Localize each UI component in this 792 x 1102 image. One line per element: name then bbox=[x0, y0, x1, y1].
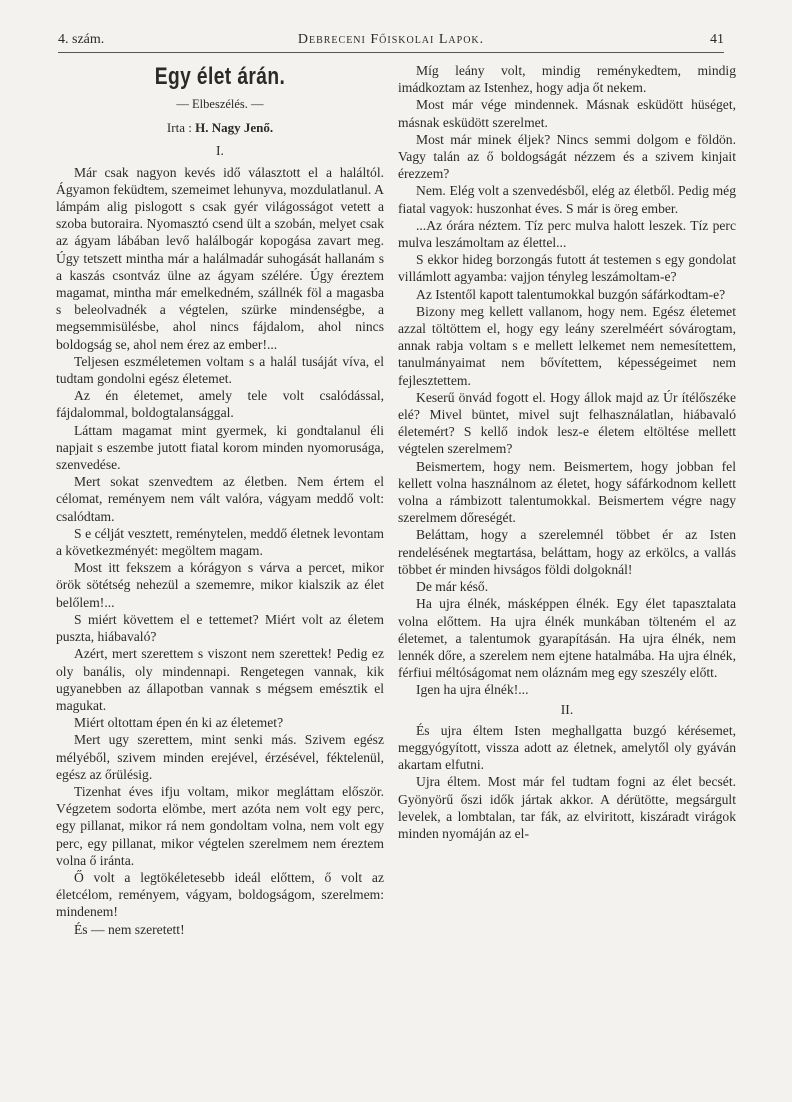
journal-title: Debreceni Főiskolai Lapok. bbox=[297, 32, 485, 47]
paragraph: Beláttam, hogy a szerelemnél többet ér az Isten rendelésének megtartása, beláttam, hogy az erkölcs, a vallás többet ér minden hivságos földi dolgoknál! bbox=[398, 527, 736, 577]
paragraph: Miért oltottam épen én ki az életemet? bbox=[74, 715, 284, 731]
page-number: 41 bbox=[710, 32, 724, 47]
right-column bbox=[398, 62, 736, 842]
paragraph: Az Istentől kapott talentumokkal buzgón sáfárkodtam-e? bbox=[416, 286, 726, 302]
story-author bbox=[56, 119, 384, 136]
paragraph: S miért követtem el e tettemet? Miért volt az életem puszta, hiábavaló? bbox=[56, 611, 384, 645]
paragraph: Láttam magamat mint gyermek, ki gondtalanul éli napjait s eszembe jutott fiatal korom minden nyomorusága, szenvedése. bbox=[56, 422, 384, 473]
paragraph: Beismertem, hogy nem. Beismertem, hogy jobban fel kellett volna használnom az életet, hogy sáfárkodnom kellett volna a rámbizott talentumokkal. Beismertem végre nagy szerelmem dőreségét. bbox=[398, 458, 736, 526]
paragraph: Ujra éltem. Most már fel tudtam fogni az élet becsét. Gyönyörű őszi idők jártak akkor. A dérütötte, megsárgult levelek, a lombtalan, tar fák, az elviritott, kiszáradt virágok minden nyomáján az el- bbox=[398, 774, 736, 841]
paragraph: S e célját vesztett, reménytelen, meddő életnek levontam a következményét: megöltem magam. bbox=[56, 525, 384, 559]
paragraph: Mert sokat szenvedtem az életben. Nem értem el célomat, reményem nem vált valóra, vágyam meddő volt: csalódtam. bbox=[56, 474, 384, 524]
paragraph: Nem. Elég volt a szenvedésből, elég az életből. Pedig még fiatal vagyok: huszonhat éves. S már is öreg ember. bbox=[398, 183, 736, 216]
issue-number: 4. szám. bbox=[58, 32, 105, 47]
paragraph: De már késő. bbox=[416, 579, 489, 595]
section-heading-2: II. bbox=[560, 701, 574, 717]
paragraph: Ő volt a legtökéletesebb ideál előttem, ő volt az életcélom, reményem, vágyam, boldogságom, szerelmem: mindenem! bbox=[56, 869, 384, 920]
author-name: H. Nagy Jenő. bbox=[195, 120, 274, 136]
paragraph: Bizony meg kellett vallanom, hogy nem. Egész életemet azzal töltöttem el, hogy egy leány szerelméért sóvárogtam, annak rabja voltam s e mellett lelkemet nem nemesítettem, tanulmányaimat nem bővítettem, képességeimet nem fejlesztettem. bbox=[398, 303, 736, 388]
paragraph: És ujra éltem Isten meghallgatta buzgó kérésemet, meggyógyított, vissza adott az életnek, amelytől oly gyáván akartam elfutni. bbox=[398, 722, 736, 773]
paragraph: És — nem szeretett! bbox=[74, 921, 185, 937]
story-title: Egy élet árán. bbox=[154, 63, 286, 90]
left-column bbox=[56, 62, 384, 938]
paragraph: Teljesen eszméletemen voltam s a halál tusáját víva, el tudtam gondolni egész életemet. bbox=[56, 353, 384, 387]
paragraph: Most már minek éljek? Nincs semmi dolgom e földön. Vagy talán az ő boldogságát nézzem és a szivem kinjait érezzem? bbox=[398, 131, 736, 182]
paragraph: Míg leány volt, mindig reménykedtem, mindig imádkoztam az Istenhez, hogy adja őt nekem. bbox=[398, 63, 736, 96]
paragraph: Mert ugy szerettem, mint senki más. Szivem egész mélyéből, szivem minden erejével, érzésével, féktelenül, egész az őrülésig. bbox=[56, 732, 384, 782]
paragraph: Tizenhat éves ifju voltam, mikor megláttam először. Végzetem sodorta elömbe, mert azóta nem volt egy perc, egy pillanat, mikor rá nem gondoltam volna, nem volt egy perc, egy pillanat, mikor végtelen szerelmem nem éreztem volna ő iránta. bbox=[56, 783, 384, 868]
paragraph: Igen ha ujra élnék!... bbox=[416, 682, 529, 698]
paragraph: S ekkor hideg borzongás futott át testemen s egy gondolat villámlott agyamba: vajjon tényleg leszámoltam-e? bbox=[398, 252, 736, 285]
paragraph: Azért, mert szerettem s viszont nem szerettek! Pedig ez oly banális, oly mindennapi. Rengetegen vannak, kik ugyanebben az állapotban vannak s mégsem emésztik el magukat. bbox=[56, 646, 384, 713]
paragraph: Most itt fekszem a kórágyon s várva a percet, mikor örök sötétség nehezül a szememre, mikor kialszik az élet belőlem!... bbox=[56, 560, 384, 610]
paragraph: Most már vége mindennek. Másnak esküdött hüséget, másnak esküdött szerelmet. bbox=[398, 97, 736, 130]
section-heading-1: I. bbox=[216, 143, 224, 159]
paragraph: Az én életemet, amely tele volt csalódással, fájdalommal, boldogtalansággal. bbox=[56, 388, 384, 421]
author-prefix: Irta : bbox=[166, 120, 192, 136]
story-subtitle: — Elbeszélés. — bbox=[176, 97, 264, 111]
page-header bbox=[58, 30, 724, 53]
paragraph: Már csak nagyon kevés idő választott el a haláltól. Ágyamon feküdtem, szemeimet lehunyva, mozdulatlanul. A lámpám alig pislogott s csak gyér világosságot vetett a szoba butoraira. Nyomasztó csend ült a szobán, melyet csak az ágyam lábában levő halálbogár kopogása zavart meg. Úgy tetszett mintha már a halálmadár suhogását hallanám s a kaszás csontváz ülne az ágyam szélére. Úgy éreztem magamat, mintha már emelkedném, szállnék föl a magasba s beleolvadnék a végtelen, szürke mindenségbe, a megsemmisülésbe, ahol nincs fájdalom, ahol nincs boldogság se, ahol nem érez az ember!... bbox=[56, 164, 384, 352]
paragraph: ...Az órára néztem. Tíz perc mulva halott leszek. Tíz perc mulva leszámoltam az élettel... bbox=[398, 217, 736, 251]
paragraph: Ha ujra élnék, másképpen élnék. Egy élet tapasztalata volna előttem. Ha ujra élnék munkában tölteném el az életemet, a talentumok gyarapításán. Ha ujra élnék, nem lennék dőre, a szerelem nem ejtene hatalmába. Ha ujra élnék, férfiui méltóságomat nem oláznám meg egy szeszély előtt. bbox=[398, 596, 736, 681]
paragraph: Keserű önvád fogott el. Hogy állok majd az Úr ítélőszéke elé? Mivel büntet, mivel sujt felhasználatlan, hiábavaló életemért? S kellő indok lesz-e életem eltöltése mellett végtelen szerelmem? bbox=[398, 389, 736, 457]
